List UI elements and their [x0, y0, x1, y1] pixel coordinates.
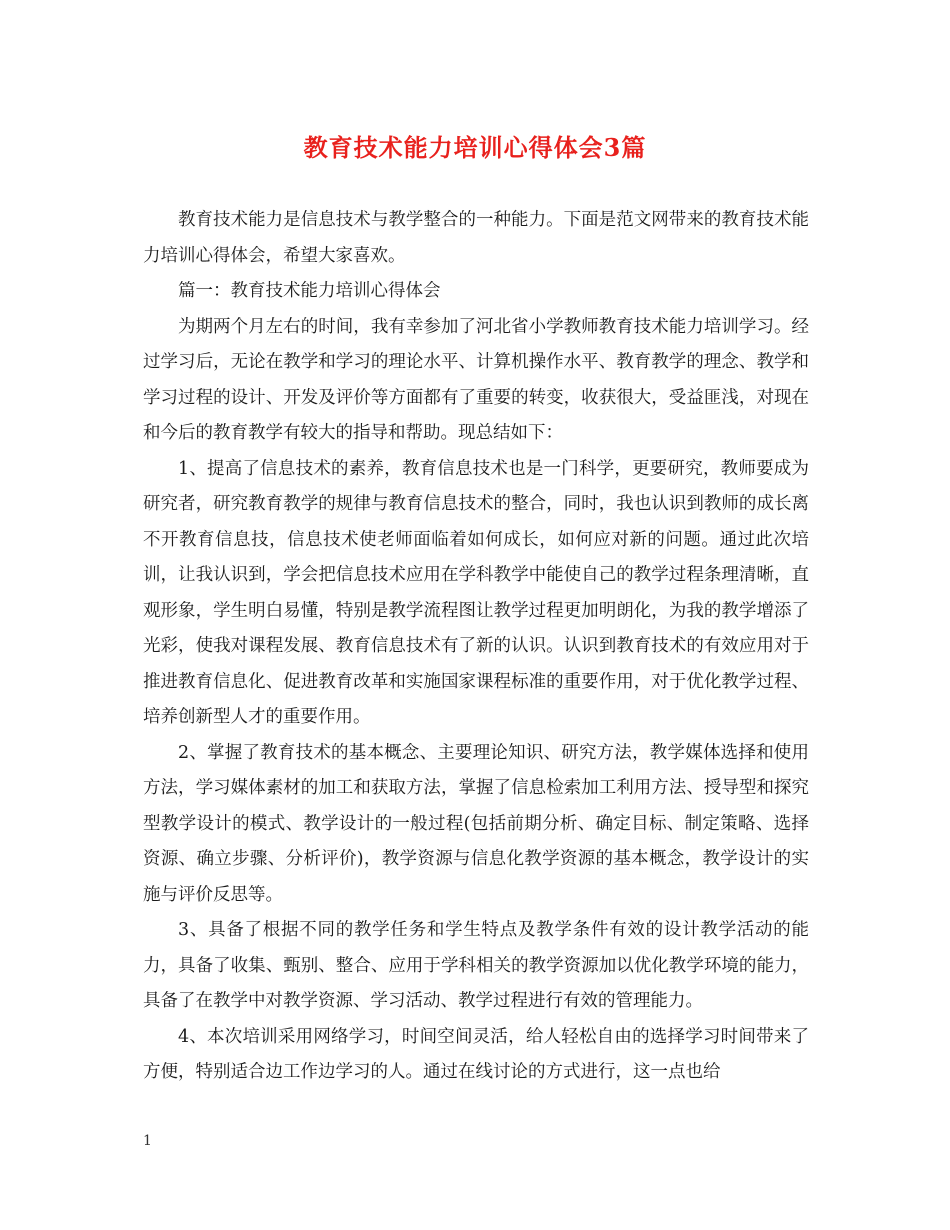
section-heading: 篇一：教育技术能力培训心得体会: [178, 281, 441, 301]
document-body: [143, 203, 809, 1091]
body-paragraph: 为期两个月左右的时间，我有幸参加了河北省小学教师教育技术能力培训学习。经过学习后，无论在教学和学习的理论水平、计算机操作水平、教育教学的理念、教学和学习过程的设计、开发及评价等方面都有了重要的转变，收获很大，受益匪浅，对现在和今后的教育教学有较大的指导和帮助。现总结如下：: [143, 316, 809, 443]
body-paragraph: 1、提高了信息技术的素养，教育信息技术也是一门科学，更要研究，教师要成为研究者，研究教育教学的规律与教育信息技术的整合，同时，我也认识到教师的成长离不开教育信息技，信息技术使老师面临着如何成长，如何应对新的问题。通过此次培训，让我认识到，学会把信息技术应用在学科教学中能使自己的教学过程条理清晰，直观形象，学生明白易懂，特别是教学流程图让教学过程更加明朗化，为我的教学增添了光彩，使我对课程发展、教育信息技术有了新的认识。认识到教育技术的有效应用对于推进教育信息化、促进教育改革和实施国家课程标准的重要作用，对于优化教学过程、培养创新型人才的重要作用。: [143, 458, 809, 727]
intro-paragraph: 教育技术能力是信息技术与教学整合的一种能力。下面是范文网带来的教育技术能力培训心得体会，希望大家喜欢。: [143, 210, 809, 266]
page-number: 1: [143, 1133, 152, 1149]
body-paragraph: 4、本次培训采用网络学习，时间空间灵活，给人轻松自由的选择学习时间带来了方便，特别适合边工作边学习的人。通过在线讨论的方式进行，这一点也给: [143, 1026, 809, 1082]
body-paragraph: 2、掌握了教育技术的基本概念、主要理论知识、研究方法，教学媒体选择和使用方法，学习媒体素材的加工和获取方法，掌握了信息检索加工利用方法、授导型和探究型教学设计的模式、教学设计的一般过程(包括前期分析、确定目标、制定策略、选择资源、确立步骤、分析评价)，教学资源与信息化教学资源的基本概念，教学设计的实施与评价反思等。: [143, 742, 809, 905]
body-paragraph: 3、具备了根据不同的教学任务和学生特点及教学条件有效的设计教学活动的能力，具备了收集、甄别、整合、应用于学科相关的教学资源加以优化教学环境的能力，具备了在教学中对教学资源、学习活动、教学过程进行有效的管理能力。: [143, 920, 809, 1011]
document-title: 教育技术能力培训心得体会3篇: [303, 133, 647, 162]
